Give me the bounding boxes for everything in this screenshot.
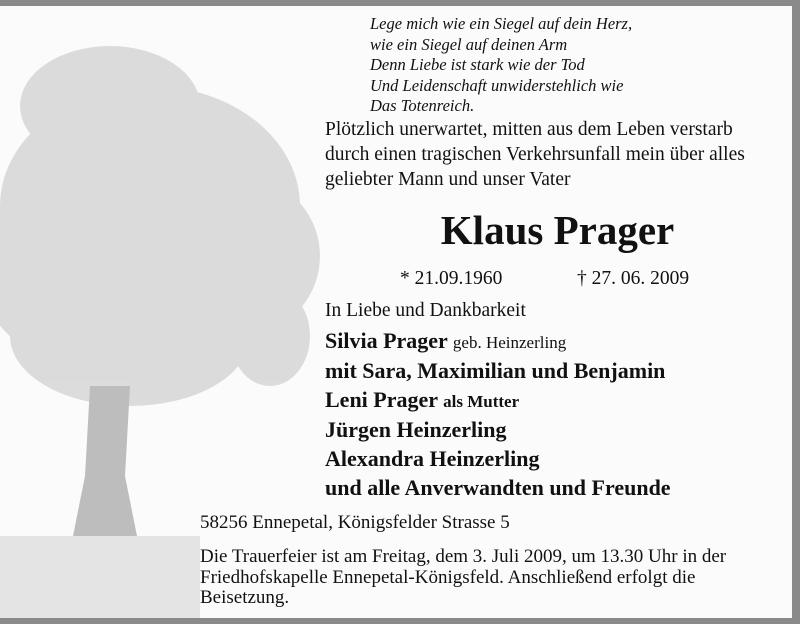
address: 58256 Ennepetal, Königsfelder Strasse 5 [200,512,510,533]
poem-line: Denn Liebe ist stark wie der Tod [370,55,585,74]
deceased-name: Klaus Prager [440,207,675,253]
death-date: † 27. 06. 2009 [577,268,690,289]
poem-line: wie ein Siegel auf deinen Arm [370,34,568,54]
mourner-name: Silvia Prager [325,328,448,353]
birth-date: * 21.09.1960 [400,268,503,289]
mourner-line [325,387,519,413]
funeral-line: Die Trauerfeier ist am Freitag, dem 3. Juli 2009, um 13.30 Uhr in der [200,546,727,567]
mourner-note: geb. Heinzerling [452,333,567,352]
mourner-name: Leni Prager [325,387,438,412]
mourner-line [325,328,566,354]
intro-line: Plötzlich unerwartet, mitten aus dem Leben verstarb [325,119,733,140]
mourner-note: als Mutter [443,392,520,411]
poem-line: Und Leidenschaft unwiderstehlich wie [370,75,624,95]
mourner-line: Alexandra Heinzerling [325,446,540,471]
poem-line: Das Totenreich. [370,96,475,115]
intro-line: geliebter Mann und unser Vater [325,169,571,190]
intro-line: durch einen tragischen Verkehrsunfall mein über alles [325,144,745,165]
funeral-line: Friedhofskapelle Ennepetal-Königsfeld. Anschließend erfolgt die [200,566,696,588]
mourner-line: Jürgen Heinzerling [325,417,507,442]
mourner-line: mit Sara, Maximilian und Benjamin [325,358,666,383]
funeral-line: Beisetzung. [200,587,290,608]
obituary-notice [0,6,792,618]
mourner-line: und alle Anverwandten und Freunde [325,475,671,500]
mourners-intro: In Liebe und Dankbarkeit [325,300,526,321]
poem-line: Lege mich wie ein Siegel auf dein Herz, [370,14,633,33]
